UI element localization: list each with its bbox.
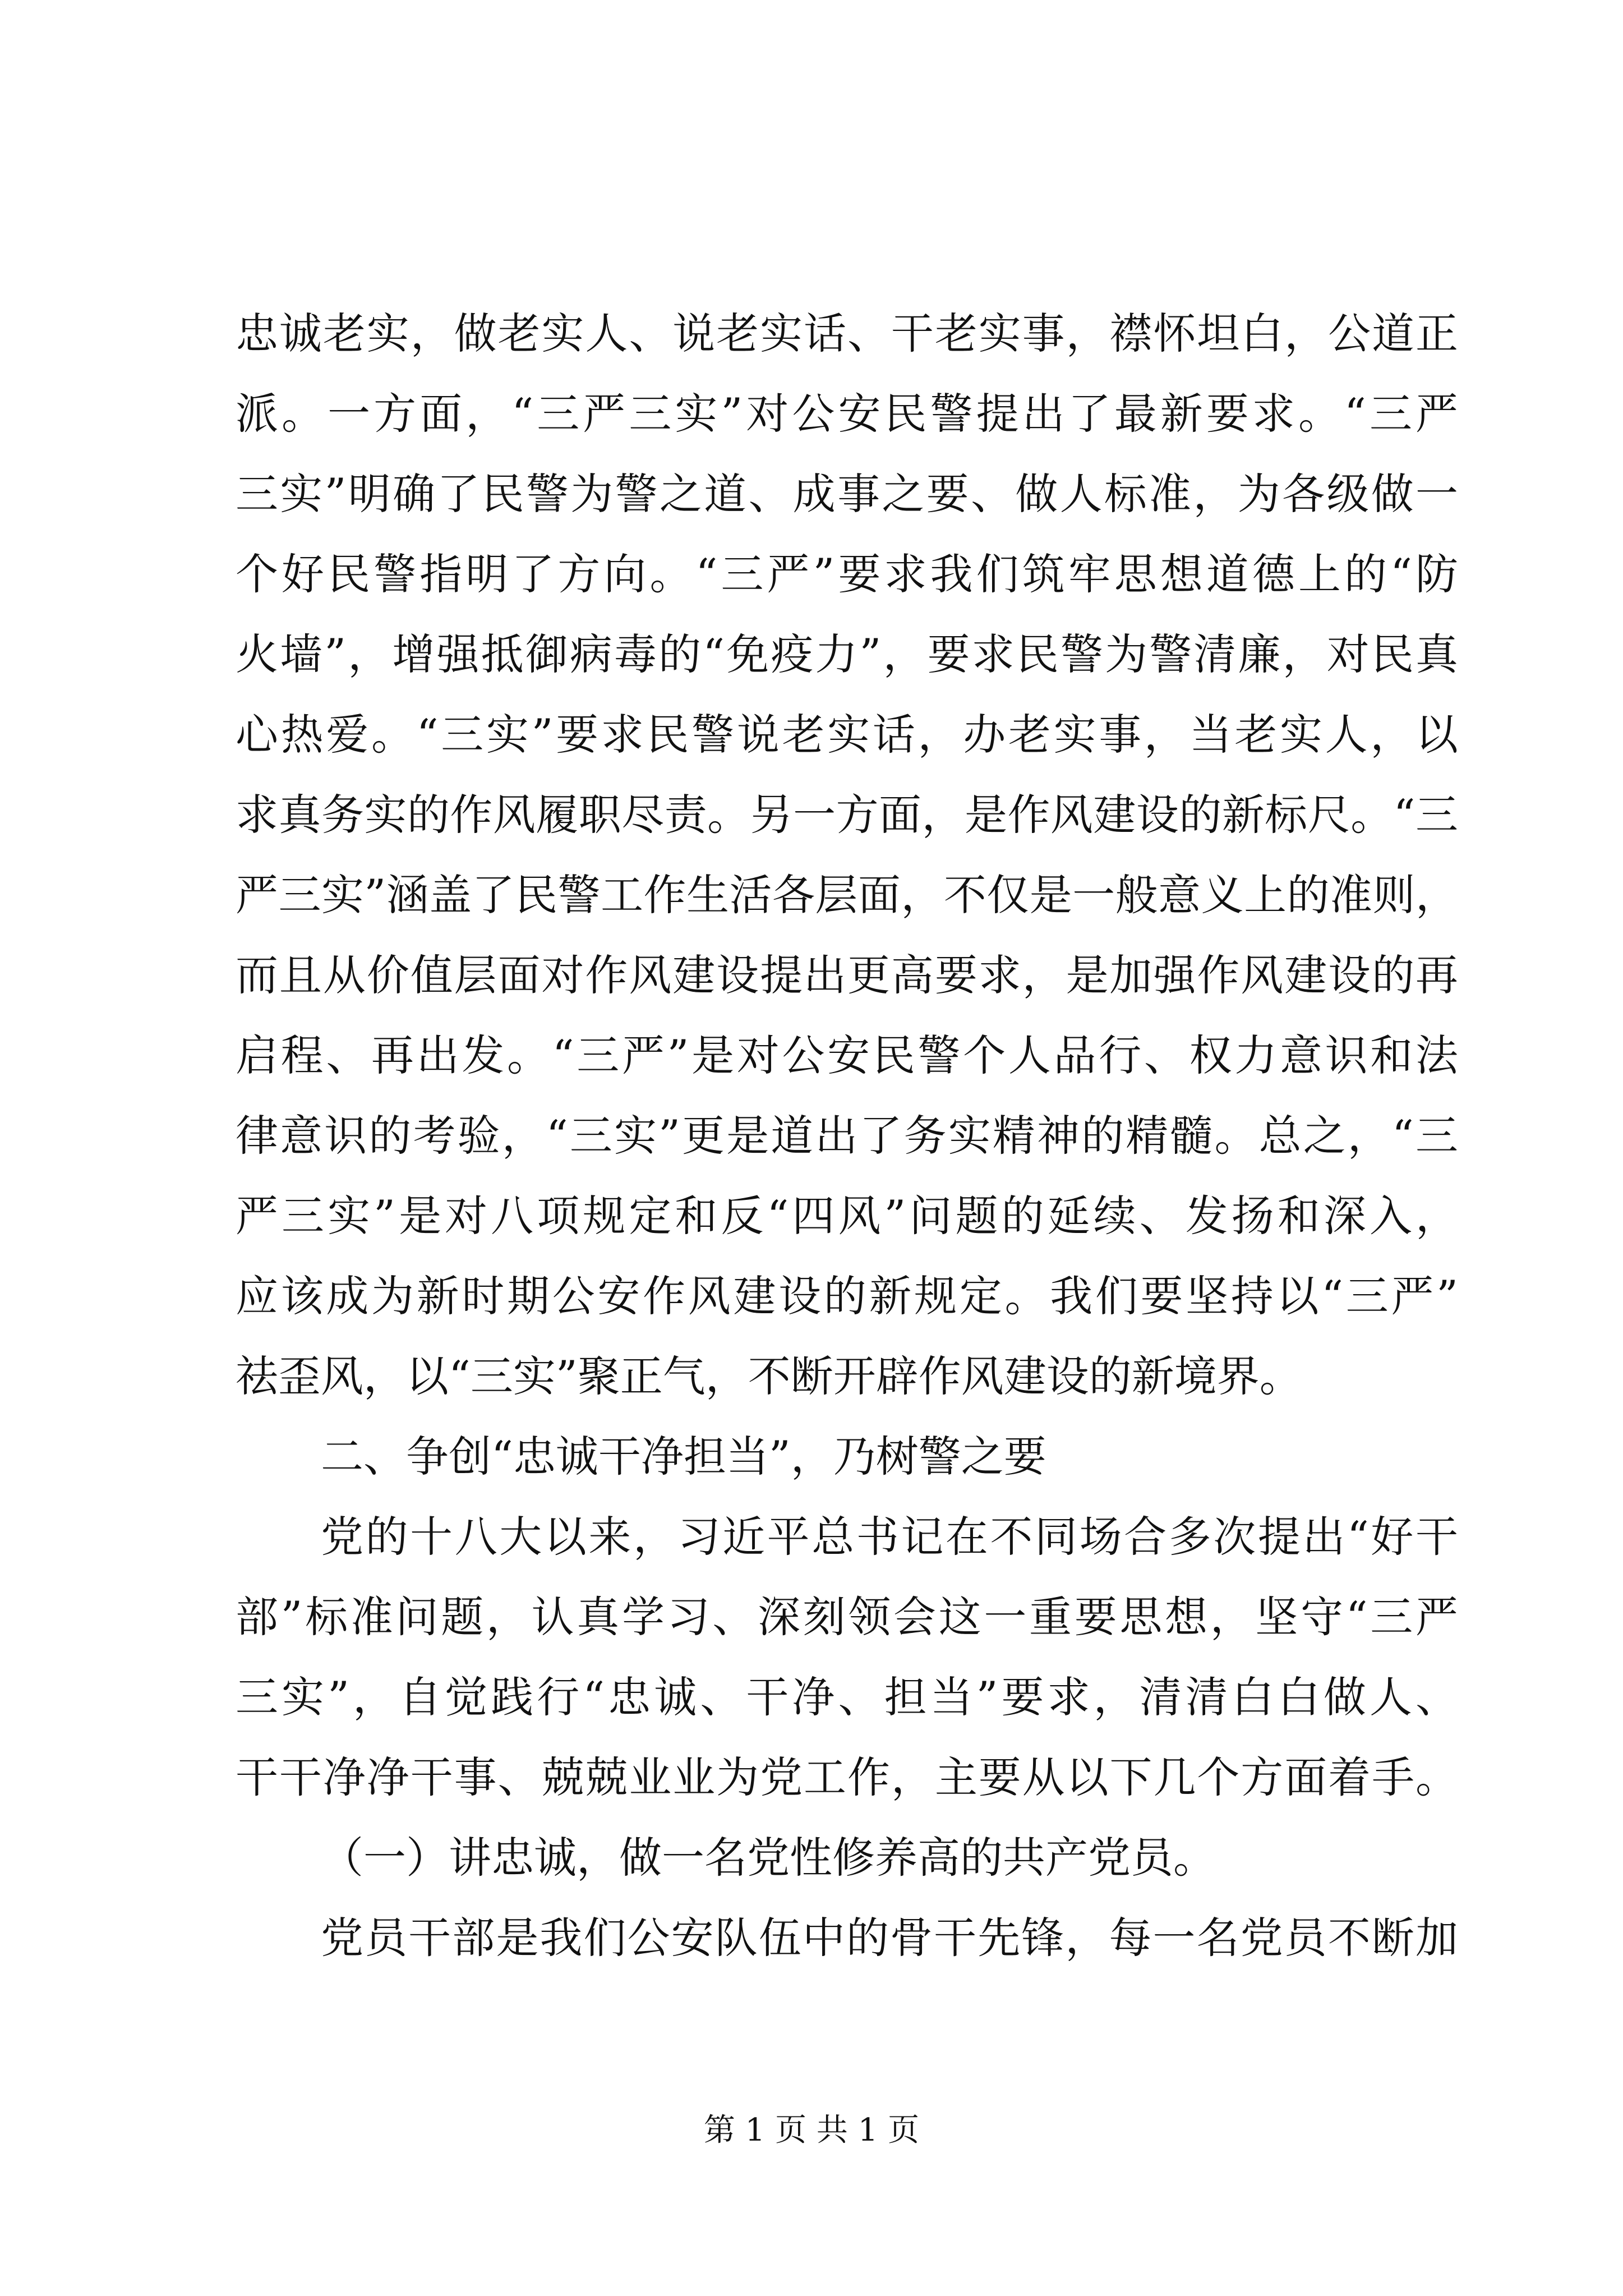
text-line: 二、争创“忠诚干净担当”，乃树警之要 <box>321 1432 1046 1481</box>
text-line: 个好民警指明了方向。“三严”要求我们筑牢思想道德上的“防 <box>236 549 1458 599</box>
text-line: 严三实”涵盖了民警工作生活各层面，不仅是一般意义上的准则， <box>236 870 1458 920</box>
page-footer: 第 1 页 共 1 页 <box>703 2112 920 2148</box>
text-line: 启程、再出发。“三严”是对公安民警个人品行、权力意识和法 <box>236 1030 1458 1080</box>
text-line: 部”标准问题，认真学习、深刻领会这一重要思想，坚守“三严 <box>236 1592 1458 1642</box>
text-line: 严三实”是对八项规定和反“四风”问题的延续、发扬和深入， <box>236 1191 1458 1241</box>
body-text <box>236 293 1458 1978</box>
text-line: 而且从价值层面对作风建设提出更高要求，是加强作风建设的再 <box>236 950 1458 1000</box>
text-line: 祛歪风，以“三实”聚正气，不断开辟作风建设的新境界。 <box>236 1351 1302 1401</box>
text-line: 忠诚老实，做老实人、说老实话、干老实事，襟怀坦白，公道正 <box>236 309 1458 358</box>
text-line: （一）讲忠诚，做一名党性修养高的共产党员。 <box>321 1833 1216 1883</box>
text-line: 应该成为新时期公安作风建设的新规定。我们要坚持以“三严” <box>236 1271 1458 1321</box>
text-line: 三实”，自觉践行“忠诚、干净、担当”要求，清清白白做人、 <box>236 1672 1458 1722</box>
text-line: 党员干部是我们公安队伍中的骨干先锋，每一名党员不断加 <box>321 1913 1458 1963</box>
text-line: 党的十八大以来，习近平总书记在不同场合多次提出“好干 <box>321 1512 1458 1562</box>
text-line: 心热爱。“三实”要求民警说老实话，办老实事，当老实人，以 <box>236 710 1458 760</box>
text-line: 三实”明确了民警为警之道、成事之要、做人标准，为各级做一 <box>236 469 1458 519</box>
text-line: 律意识的考验，“三实”更是道出了务实精神的精髓。总之，“三 <box>236 1111 1458 1161</box>
text-line: 干干净净干事、兢兢业业为党工作，主要从以下几个方面着手。 <box>236 1752 1458 1802</box>
text-line: 求真务实的作风履职尽责。另一方面，是作风建设的新标尺。“三 <box>236 790 1458 840</box>
text-line: 派。一方面，“三严三实”对公安民警提出了最新要求。“三严 <box>236 389 1458 439</box>
text-line: 火墙”，增强抵御病毒的“免疫力”，要求民警为警清廉，对民真 <box>236 629 1458 679</box>
